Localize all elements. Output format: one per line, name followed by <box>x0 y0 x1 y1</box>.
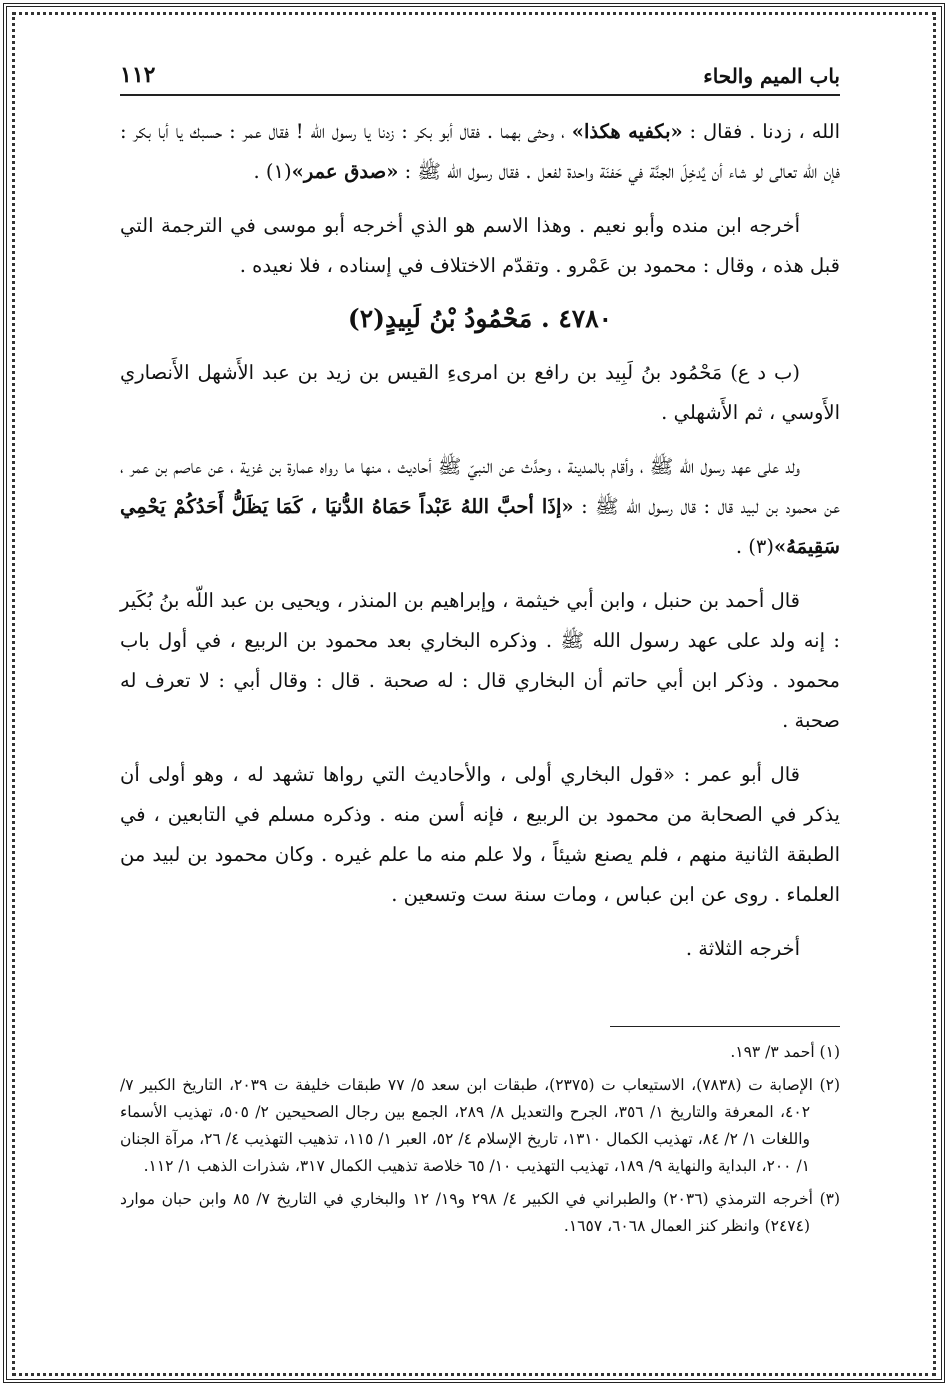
paragraph-2: أخرجه ابن منده وأبو نعيم . وهذا الاسم هو الذي أخرجه أبو موسى في الترجمة التي قبل هذه ، وقال : محمود بن عَمْرو . وتقدّم الاختلاف في إسناده ، فلا نعيده . <box>120 214 840 277</box>
footnote-1: (١) أحمد ٣/ ١٩٣. <box>730 1043 840 1061</box>
hadith-quote: «بكفيه هكذا» <box>571 120 683 143</box>
main-text <box>120 112 840 983</box>
footnote-ref: (١) . <box>253 160 292 183</box>
running-header <box>120 56 840 96</box>
text-run: ولد على عهد رسول الله ﷺ ، وأقام بالمدينة ، وحدَّث عن النبيّ ﷺ أحاديث ، منها ما رواه عمارة بن غزية ، عن عاصم بن عمر ، عن محمود بن لبيد قال : قال رسول الله ﷺ : <box>120 455 840 518</box>
footnote-ref: (٣) . <box>735 535 774 558</box>
footnote-3: (٣) أخرجه الترمذي (٢٠٣٦) والطبراني في الكبير ٤/ ٢٩٨ و١٩/ ١٢ والبخاري في التاريخ ٧/ ٨٥ وابن حبان موارد (٢٤٧٤) وانظر كنز العمال ٦٠٦٨، ١٦٥٧. <box>120 1190 841 1235</box>
paragraph-3: (ب د ع) مَحْمُود بنُ لَبِيد بن رافع بن امرىءِ القيس بن زيد بن عبد الأَشهل الأَنصاري الأَوسي ، ثم الأَشهلي . <box>120 361 840 424</box>
page <box>120 56 840 1356</box>
paragraph-7: أخرجه الثلاثة . <box>685 937 800 960</box>
page-number: ١١٢ <box>120 62 156 88</box>
paragraph-5: قال أحمد بن حنبل ، وابن أبي خيثمة ، وإبراهيم بن المنذر ، ويحيى بن عبد اللّه بنُ بُكَير : إنه ولد على عهد رسول الله ﷺ . وذكره البخاري بعد محمود بن الربيع ، في أول باب محمود . وذكر ابن أبي حاتم أن البخاري قال : له صحبة . قال : وقال أبي : لا تعرف له صحبة . <box>120 589 840 732</box>
footnotes <box>120 1026 840 1246</box>
entry-heading: ٤٧٨٠ . مَحْمُودُ بْنُ لَبِيدٍ(٢) <box>347 304 613 333</box>
footnote-2: (٢) الإصابة ت (٧٨٣٨)، الاستيعاب ت (٢٣٧٥)، طبقات ابن سعد ٥/ ٧٧ طبقات خليفة ت ٢٠٣٩، التاريخ الكبير ٧/ ٤٠٢، المعرفة والتاريخ ١/ ٣٥٦، الجرح والتعديل ٨/ ٢٨٩، الجمع بين رجال الصحيحين ٢/ ٥٠٥، تهذيب الأسماء واللغات ١/ ٢/ ٨٤، تهذيب الكمال ١٣١٠، تاريخ الإسلام ٤/ ٥٢، العبر ١/ ١١٥، تذهيب التهذيب ٤/ ٢٦، مرآة الجنان ١/ ٢٠٠، البداية والنهاية ٩/ ١٨٩، تهذيب التهذيب ١٠/ ٦٥ خلاصة تذهيب الكمال ٣١٧، شذرات الذهب ١/ ١١٢. <box>120 1076 840 1175</box>
paragraph-4 <box>120 447 840 567</box>
footnote-separator <box>610 1026 840 1027</box>
paragraph-1 <box>120 112 840 192</box>
hadith-quote: «صدق عمر» <box>291 160 399 183</box>
chapter-title: باب الميم والحاء <box>703 64 840 88</box>
text-run: ، وحثى بهما . فقال أبو بكر : زدنا يا رسول الله ! فقال عمر : حسبك يا أبا بكر : فإن الله تعالى لو شاء أن يُدخِلَ الجنَّة في حَفنَة واحدة لفعل . فقال رسول الله ﷺ : <box>120 120 840 183</box>
hadith-quote: «إذَا أحبَّ اللهُ عَبْداً حَمَاهُ الدُّنيَا ، كَمَا يَظَلُّ أَحَدُكُمْ يَحْمِي سَقِيمَهُ» <box>120 495 840 558</box>
paragraph-6: قال أبو عمر : «قول البخاري أولى ، والأحاديث التي رواها تشهد له ، وهو أولى أن يذكر في الصحابة من محمود بن الربيع ، فإنه أسن منه . وذكره مسلم في التابعين ، في الطبقة الثانية منهم ، فلم يصنع شيئاً ، ولا علم منه ما علم غيره . وكان محمود بن لبيد من العلماء . روى عن ابن عباس ، ومات سنة ست وتسعين . <box>120 763 840 906</box>
text-run: الله ، زدنا . فقال : <box>682 120 840 143</box>
